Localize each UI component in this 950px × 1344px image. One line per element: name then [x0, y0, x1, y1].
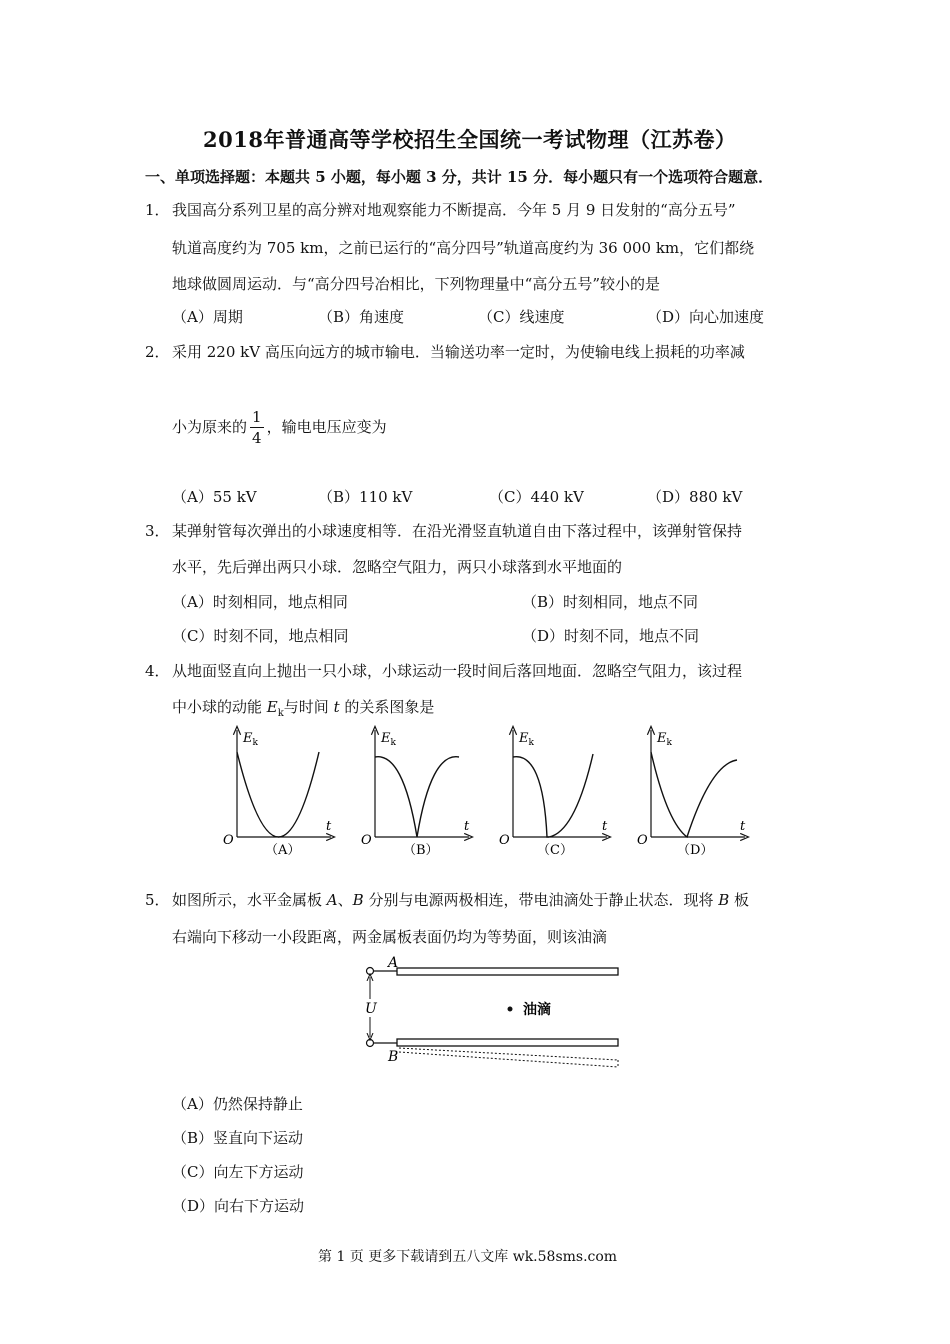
q5-line2: 右端向下移动一小段距离，两金属板表面仍均为等势面，则该油滴	[172, 928, 608, 946]
q2-line2-pre: 小为原来的	[172, 418, 248, 436]
graph-c-xlabel: t	[602, 819, 608, 834]
graph-a-ylabel: $E_k$	[243, 731, 258, 748]
graph-b-curve	[375, 757, 459, 837]
q2-line2	[172, 410, 387, 446]
q5-option-d: （D）向右下方运动	[172, 1197, 305, 1215]
oil-drop-icon	[508, 1007, 513, 1012]
q1-number: 1．	[145, 201, 170, 219]
section-header: 一、单项选择题：本题共 5 小题，每小题 3 分，共计 15 分．每小题只有一个选项符合题意．	[145, 168, 774, 186]
graph-c-origin: O	[499, 833, 510, 848]
q4-number: 4．	[145, 662, 170, 680]
graph-b-caption: （B）	[403, 843, 439, 858]
q2-option-d: （D）880 kV	[647, 488, 743, 506]
graph-b-origin: O	[361, 833, 372, 848]
graph-d-ylabel: $E_k$	[657, 731, 672, 748]
graph-c-ylabel: $E_k$	[519, 731, 534, 748]
q2-line1: 采用 220 kV 高压向远方的城市输电．当输送功率一定时，为使输电线上损耗的功率减	[172, 343, 745, 361]
q2-option-c: （C）440 kV	[489, 488, 584, 506]
graph-c-curve	[513, 754, 593, 837]
q1-option-a: （A）周期	[172, 308, 243, 326]
q2-line2-post: ，输电电压应变为	[266, 418, 387, 436]
q2-option-b: （B）110 kV	[318, 488, 413, 506]
q1-option-c: （C）线速度	[478, 308, 565, 326]
terminal-b-icon	[367, 1040, 374, 1047]
q5-number: 5．	[145, 891, 170, 909]
q5-option-b: （B）竖直向下运动	[172, 1129, 304, 1147]
q1-line2: 轨道高度约为 705 km，之前已运行的“高分四号”轨道高度约为 36 000 km，它们都绕	[172, 239, 755, 257]
graph-b	[361, 730, 470, 858]
plate-b-label: B	[388, 1049, 399, 1065]
q3-option-b: （B）时刻相同，地点不同	[522, 593, 699, 611]
voltage-label: U	[365, 1001, 377, 1017]
q3-option-a: （A）时刻相同，地点相同	[172, 593, 348, 611]
q2-number: 2．	[145, 343, 170, 361]
plate-a	[397, 968, 618, 975]
q5-line1: 如图所示，水平金属板 A、B 分别与电源两极相连，带电油滴处于静止状态．现将 B 板	[172, 891, 750, 909]
q5-option-c: （C）向左下方运动	[172, 1163, 304, 1181]
fraction-one-quarter: $\frac{1}{4}$	[252, 408, 262, 447]
q1-line3: 地球做圆周运动．与“高分四号冶相比，下列物理量中“高分五号”较小的是	[172, 275, 661, 293]
oil-drop-label: 油滴	[523, 1002, 551, 1018]
graph-c-caption: （C）	[537, 843, 573, 858]
q3-line1: 某弹射管每次弹出的小球速度相等．在沿光滑竖直轨道自由下落过程中，该弹射管保持	[172, 522, 743, 540]
q3-option-c: （C）时刻不同，地点相同	[172, 627, 349, 645]
graph-a	[223, 730, 332, 858]
graph-c	[499, 730, 608, 858]
graph-d	[637, 730, 746, 858]
terminal-a-icon	[367, 968, 374, 975]
q5-option-a: （A）仍然保持静止	[172, 1095, 303, 1113]
q1-option-d: （D）向心加速度	[647, 308, 765, 326]
q1-line1: 我国高分系列卫星的高分辨对地观察能力不断提高．今年 5 月 9 日发射的“高分五号”	[172, 201, 736, 219]
page-title: 2018年普通高等学校招生全国统一考试物理（江苏卷）	[203, 127, 737, 152]
graph-a-origin: O	[223, 833, 234, 848]
graph-b-xlabel: t	[464, 819, 470, 834]
graph-d-origin: O	[637, 833, 648, 848]
q2-option-a: （A）55 kV	[172, 488, 257, 506]
plate-a-label: A	[388, 955, 399, 971]
q4-line1: 从地面竖直向上抛出一只小球，小球运动一段时间后落回地面．忽略空气阻力，该过程	[172, 662, 743, 680]
q1-option-b: （B）角速度	[318, 308, 405, 326]
q3-number: 3．	[145, 522, 170, 540]
plate-b	[397, 1039, 618, 1046]
page-footer: 第 1 页 更多下载请到五八文库 wk.58sms.com	[318, 1249, 618, 1265]
graph-a-xlabel: t	[326, 819, 332, 834]
q4-graphs	[215, 722, 775, 862]
q3-line2: 水平，先后弹出两只小球．忽略空气阻力，两只小球落到水平地面的	[172, 558, 623, 576]
q5-capacitor-figure	[355, 955, 630, 1080]
graph-a-curve	[237, 752, 319, 837]
graph-b-ylabel: $E_k$	[381, 731, 396, 748]
q4-line2: 中小球的动能 $E_k$与时间 t 的关系图象是	[172, 698, 435, 719]
graph-a-caption: （A）	[265, 843, 301, 858]
graph-d-curve	[651, 752, 737, 837]
graph-d-caption: （D）	[677, 843, 714, 858]
q3-option-d: （D）时刻不同，地点不同	[522, 627, 700, 645]
graph-d-xlabel: t	[740, 819, 746, 834]
